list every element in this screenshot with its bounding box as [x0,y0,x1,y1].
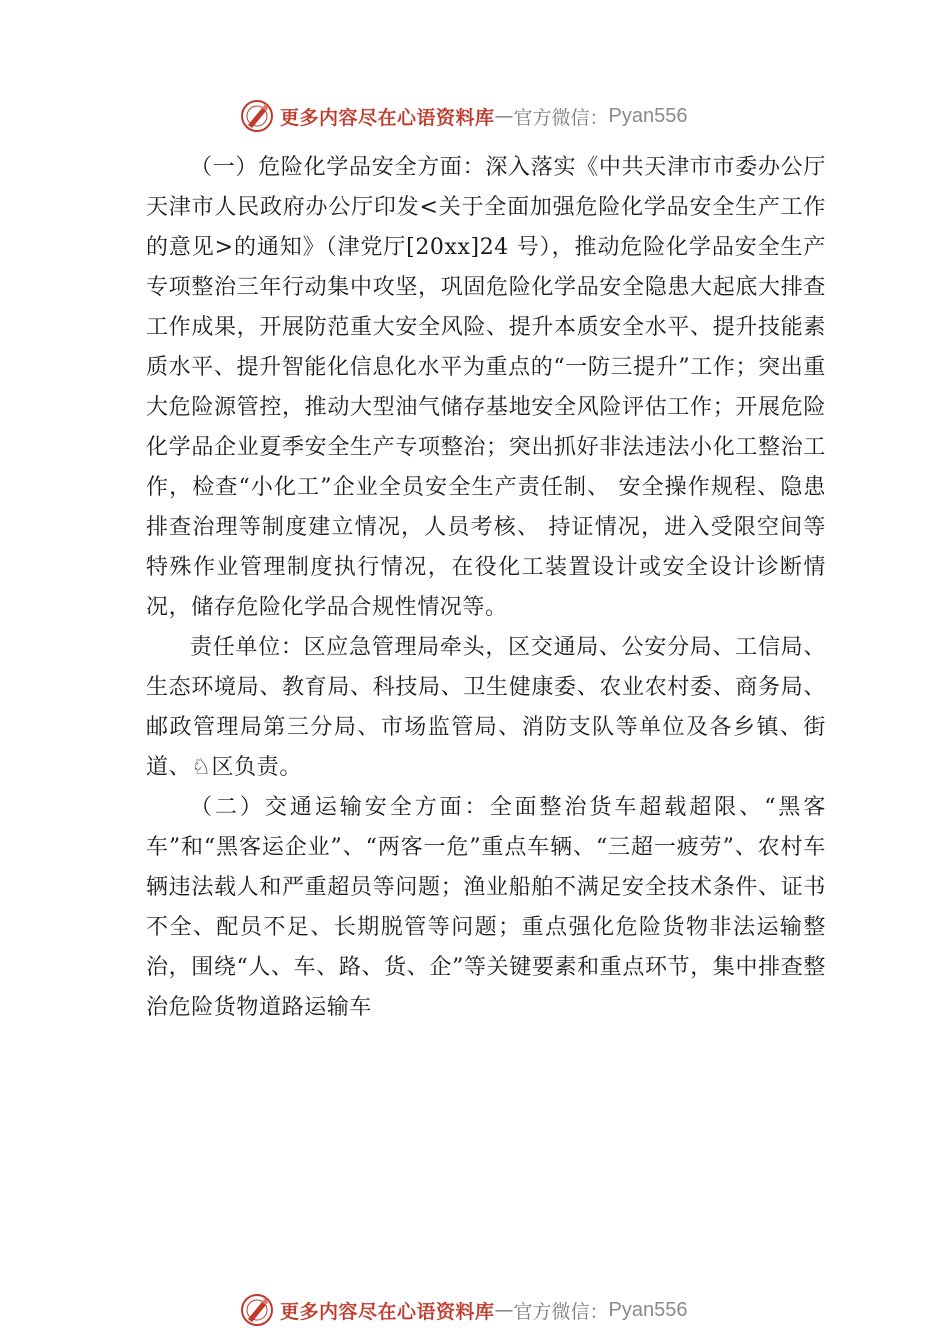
pen-seal-icon [240,1293,274,1327]
paragraph-responsible-units: 责任单位：区应急管理局牵头，区交通局、公安分局、工信局、生态环境局、教育局、科技局、卫生健康委、农业农村委、商务局、邮政管理局第三分局、市场监管局、消防支队等单位及各乡镇、街道、♘区负责。 [146,635,826,780]
header-watermark [240,96,688,136]
watermark-main-text: 更多内容尽在心语资料库 [280,1300,495,1323]
pen-seal-icon [240,99,274,133]
watermark-id: Pyan556 [608,1298,688,1321]
watermark-label: 官方微信： [513,1300,609,1323]
document-body [146,148,826,1028]
watermark-id: Pyan556 [608,104,688,127]
paragraph-hazardous-chemicals: （一）危险化学品安全方面：深入落实《中共天津市市委办公厅 天津市人民政府办公厅印发<关于全面加强危险化学品安全生产工作的意见>的通知》（津党厅[20xx]24 号），推动危险化学品安全生产专项整治三年行动集中攻坚，巩固危险化学品安全隐患大起底大排查工作成果，开展防范重大安全风险、提升本质安全水平、提升技能素质水平、提升智能化信息化水平为重点的“一防三提升”工作；突出重大危险源管控，推动大型油气储存基地安全风险评估工作；开展危险化学品企业夏季安全生产专项整治；突出抓好非法违法小化工整治工作，检查“小化工”企业全员安全生产责任制、 安全操作规程、隐患排查治理等制度建立情况，人员考核、 持证情况，进入受限空间等特殊作业管理制度执行情况，在役化工装置设计或安全设计诊断情况，储存危险化学品合规性情况等。 [146,155,826,620]
watermark-label: 官方微信： [513,106,609,129]
watermark-main-text: 更多内容尽在心语资料库 [280,106,495,129]
watermark-dash: — [494,105,514,127]
footer-watermark [240,1290,688,1330]
watermark-dash: — [494,1299,514,1321]
paragraph-transport-safety: （二）交通运输安全方面：全面整治货车超载超限、“黑客车”和“黑客运企业”、“两客一危”重点车辆、“三超一疲劳”、农村车辆违法载人和严重超员等问题；渔业船舶不满足安全技术条件、证书不全、配员不足、长期脱管等问题；重点强化危险货物非法运输整治，围绕“人、车、路、货、企”等关键要素和重点环节，集中排查整治危险货物道路运输车 [146,795,826,1020]
